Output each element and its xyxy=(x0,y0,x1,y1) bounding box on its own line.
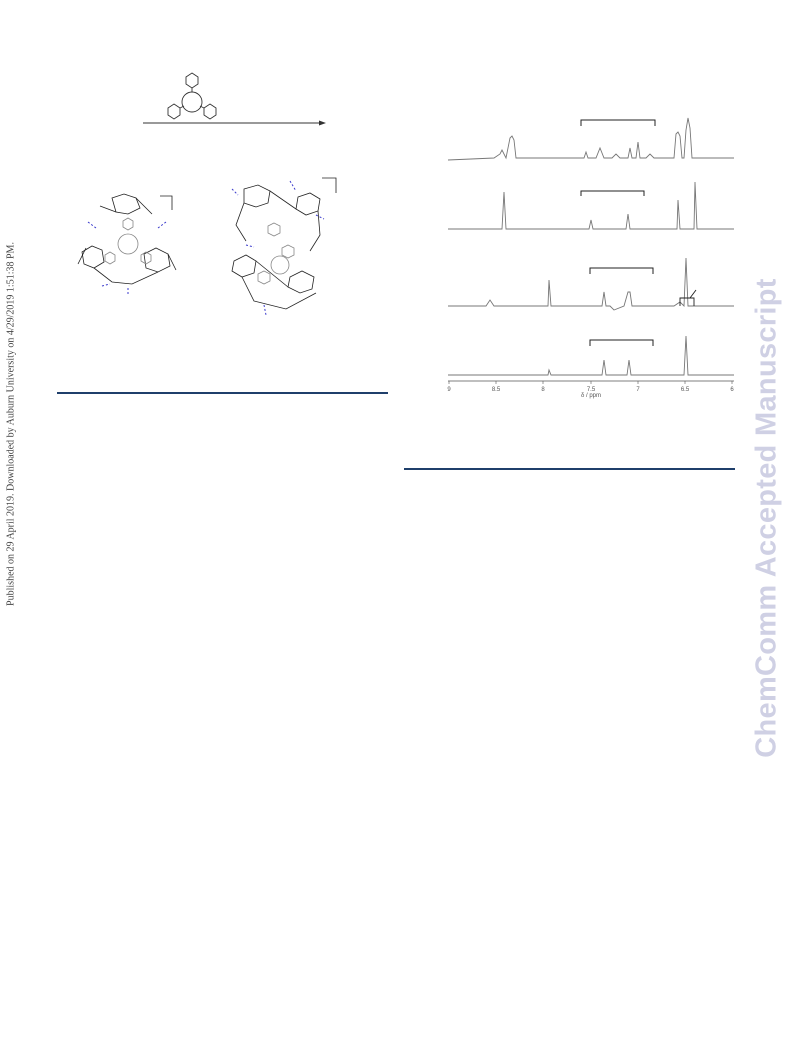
reaction-scheme xyxy=(140,70,340,132)
tick-label: 8.5 xyxy=(491,387,501,393)
cage-structure-right xyxy=(224,175,340,320)
nmr-spectra xyxy=(444,112,740,402)
tick-label: 6.5 xyxy=(680,387,690,393)
figure-divider-left xyxy=(57,392,388,394)
reagent-structure xyxy=(168,73,216,119)
tick-label: 7.5 xyxy=(586,387,596,393)
axis-label: δ / ppm xyxy=(580,393,602,399)
spectrum-2 xyxy=(448,182,734,229)
spectrum-4 xyxy=(448,336,734,375)
cage-structure-left xyxy=(72,188,184,300)
figure-divider-right xyxy=(404,468,735,470)
spectrum-1 xyxy=(448,118,734,160)
nmr-x-axis xyxy=(447,381,734,399)
spectrum-3 xyxy=(448,258,734,310)
tick-label: 6 xyxy=(730,387,734,393)
watermark-text: ChemComm Accepted Manuscript xyxy=(750,278,783,758)
tick-label: 8 xyxy=(541,387,545,393)
tick-label: 7 xyxy=(636,387,640,393)
publication-note-text: Published on 29 April 2019. Downloaded by Auburn University on 4/29/2019 1:51:38 PM. xyxy=(5,242,17,606)
tick-label: 9 xyxy=(447,387,451,393)
